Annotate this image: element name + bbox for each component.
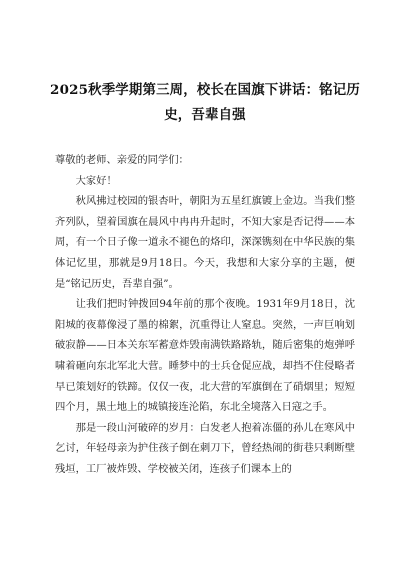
salutation: 尊敬的老师、亲爱的同学们： [55, 154, 189, 166]
paragraph: 那是一段山河破碎的岁月：白发老人抱着冻僵的孙儿在寒风中乞讨，年轻母亲为护住孩子倒在刺刀下，曾经热闹的街巷只剩断壁残垣，工厂被炸毁、学校被关闭，连孩子们课本上的 [55, 421, 355, 475]
document-title: 2025秋季学期第三周，校长在国旗下讲话：铭记历史，吾辈自强 [50, 82, 360, 123]
paragraph: 秋风拂过校园的银杏叶，朝阳为五星红旗镀上金边。当我们整齐列队，望着国旗在晨风中冉冉升起时，不知大家是否记得——本周，有一个日子像一道永不褪色的烙印，深深镌刻在中华民族的集体记忆里，那就是9月18日。今天，我想和大家分享的主题，便是“铭记历史，吾辈自强”。 [55, 195, 355, 290]
greeting: 大家好！ [75, 174, 117, 187]
document-body [55, 150, 355, 480]
paragraph: 让我们把时钟拨回94年前的那个夜晚。1931年9月18日，沈阳城的夜幕像浸了墨的棉絮，沉重得让人窒息。突然，一声巨响划破寂静——日本关东军蓄意炸毁南满铁路路轨，随后密集的炮弹呼啸着砸向东北军北大营。睡梦中的士兵仓促应战，却挡不住侵略者早已策划好的铁蹄。仅仅一夜，北大营的军旗倒在了硝烟里；短短四个月，黑土地上的城镇接连沦陷，东北全境落入日寇之手。 [55, 298, 355, 414]
page-bottom-fade [0, 556, 410, 580]
